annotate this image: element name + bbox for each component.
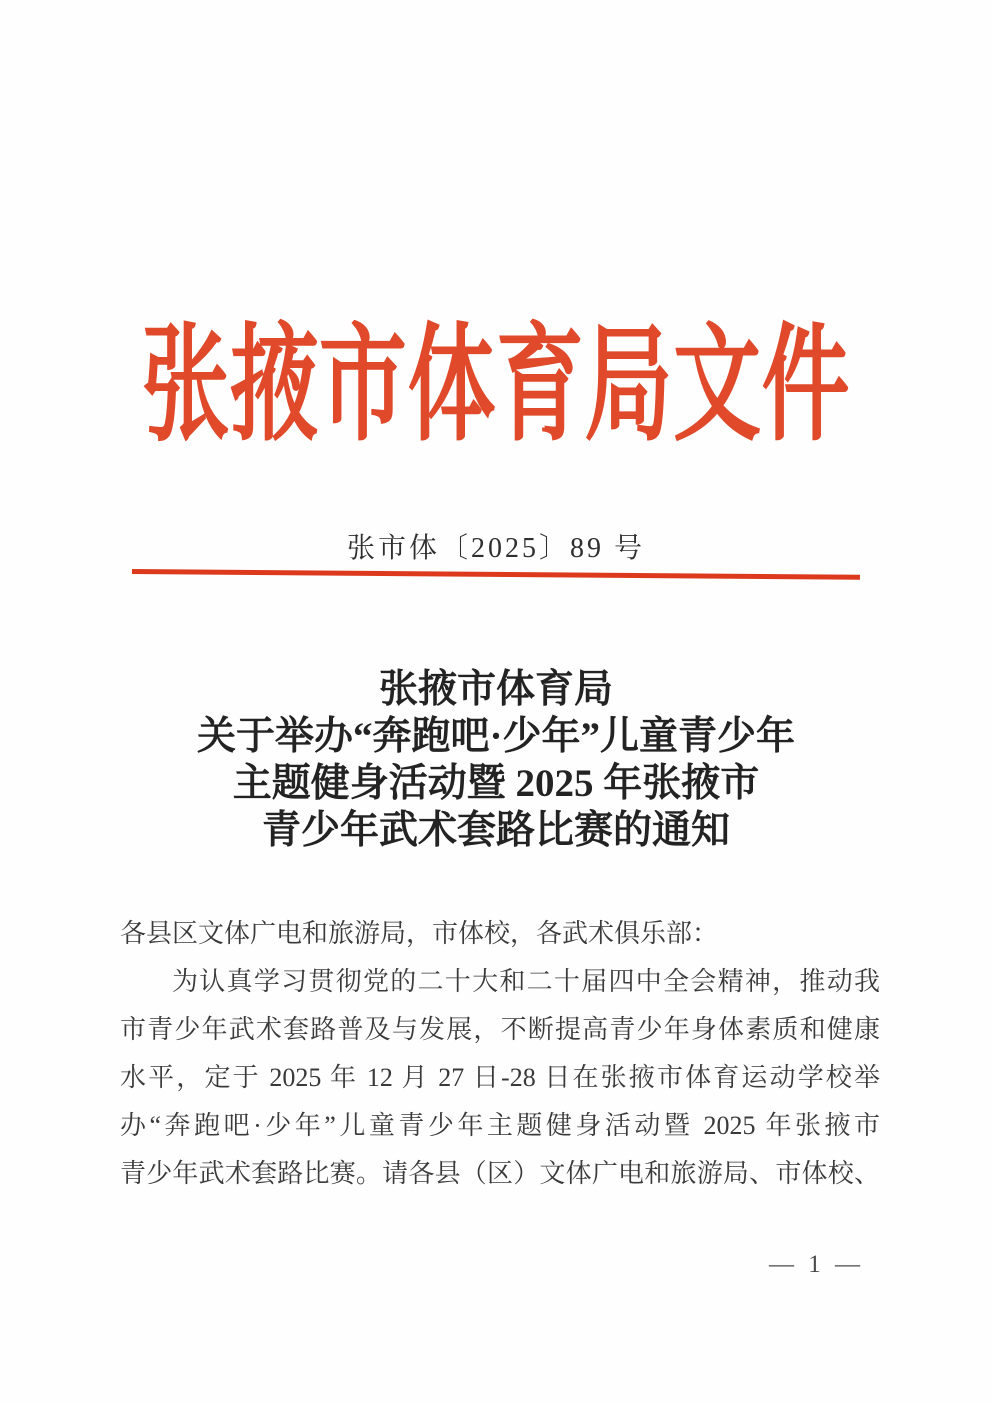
document-body	[120, 910, 880, 1198]
document-header	[0, 312, 992, 462]
body-paragraph-line: 办“奔跑吧·少年”儿童青少年主题健身活动暨 2025 年张掖市	[120, 1111, 880, 1140]
page-number: — 1 —	[769, 1251, 864, 1278]
body-paragraph-line: 水平，定于 2025 年 12 月 27 日-28 日在张掖市体育运动学校举	[120, 1063, 880, 1092]
body-paragraph-line: 为认真学习贯彻党的二十大和二十届四中全会精神，推动我	[172, 967, 880, 996]
org-title-banner: 张掖市体育局文件	[141, 316, 851, 457]
body-paragraph-line: 青少年武术套路比赛。请各县（区）文体广电和旅游局、市体校、	[120, 1159, 880, 1188]
notice-title-line-2: 关于举办“奔跑吧·少年”儿童青少年	[196, 715, 795, 758]
notice-title-line-4: 青少年武术套路比赛的通知	[261, 809, 730, 852]
notice-title	[0, 666, 992, 854]
salutation-line: 各县区文体广电和旅游局，市体校，各武术俱乐部：	[120, 919, 719, 948]
red-divider-line	[132, 569, 860, 580]
doc-reference-number: 张市体〔2025〕89 号	[346, 533, 645, 564]
notice-title-line-1: 张掖市体育局	[378, 668, 613, 711]
body-paragraph-line: 市青少年武术套路普及与发展，不断提高青少年身体素质和健康	[120, 1015, 880, 1044]
notice-title-line-3: 主题健身活动暨 2025 年张掖市	[232, 762, 760, 805]
